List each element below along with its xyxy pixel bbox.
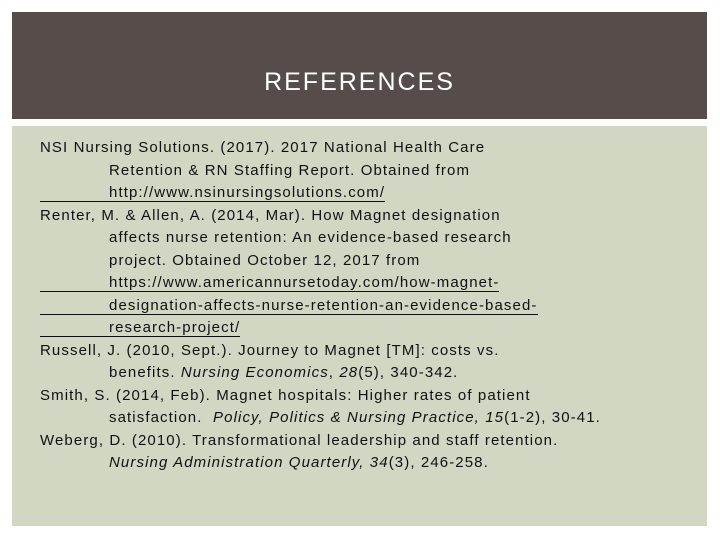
ref-renter-link-3[interactable] — [40, 317, 240, 340]
references-panel — [12, 126, 707, 526]
slide-title: REFERENCES — [264, 68, 455, 96]
ref-russell-sep: , — [328, 364, 340, 381]
ref-renter-url-2[interactable]: designation-affects-nurse-retention-an-evidence-based- — [109, 296, 538, 314]
ref-smith-line-2 — [40, 407, 700, 430]
ref-russell-line-1: Russell, J. (2010, Sept.). Journey to Magnet [TM]: costs vs. — [40, 341, 500, 359]
ref-renter-line-3: project. Obtained October 12, 2017 from — [109, 251, 421, 269]
ref-renter-url-1[interactable]: https://www.americannursetoday.com/how-magnet- — [109, 274, 500, 291]
ref-russell-journal: Nursing Economics — [180, 364, 329, 381]
ref-nsi-url[interactable]: http://www.nsinursingsolutions.com/ — [109, 184, 386, 201]
ref-russell-pages: (5), 340-342. — [358, 364, 459, 381]
ref-smith-pages: (1-2), 30-41. — [504, 409, 601, 426]
ref-renter-line-1: Renter, M. & Allen, A. (2014, Mar). How Magnet designation — [40, 206, 501, 224]
ref-russell-text: benefits. — [109, 364, 181, 381]
ref-weberg-pages: (3), 246-258. — [388, 454, 489, 471]
ref-weberg-journal: Nursing Administration Quarterly, 34 — [109, 454, 389, 471]
ref-smith-journal: Policy, Politics & Nursing Practice, 15 — [213, 409, 505, 426]
ref-smith-line-1: Smith, S. (2014, Feb). Magnet hospitals: Higher rates of patient — [40, 386, 531, 404]
ref-nsi-link[interactable] — [40, 182, 385, 205]
ref-russell-line-2 — [40, 362, 700, 385]
ref-nsi-line-2: Retention & RN Staffing Report. Obtained from — [109, 161, 471, 179]
ref-smith-text: satisfaction. — [109, 409, 214, 426]
ref-nsi-line-1: NSI Nursing Solutions. (2017). 2017 National Health Care — [40, 139, 486, 156]
ref-renter-line-2: affects nurse retention: An evidence-based research — [109, 229, 512, 246]
ref-russell-volume: 28 — [339, 364, 359, 381]
reference-list — [40, 137, 700, 475]
title-bar — [12, 12, 707, 119]
ref-renter-link-2[interactable] — [40, 295, 538, 318]
ref-weberg-line-1: Weberg, D. (2010). Transformational leadership and staff retention. — [40, 431, 559, 449]
ref-weberg-line-2 — [40, 452, 700, 475]
ref-renter-link-1[interactable] — [40, 272, 499, 295]
ref-renter-url-3[interactable]: research-project/ — [109, 319, 241, 336]
